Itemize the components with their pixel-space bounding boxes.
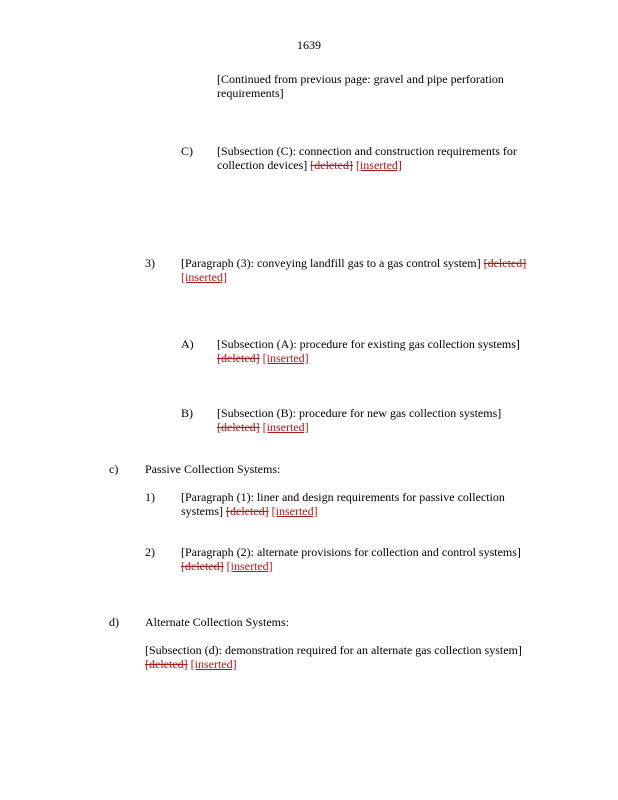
paragraph-d: [Subsection (d): demonstration required for an alternate gas collection system] [deleted] [inserted] bbox=[145, 643, 522, 671]
label-c: c) bbox=[109, 462, 119, 476]
paragraph-A: [Subsection (A): procedure for existing gas collection systems] [deleted] [inserted] bbox=[217, 337, 520, 365]
label-B: B) bbox=[181, 406, 193, 420]
label-c1: 1) bbox=[145, 490, 155, 504]
continued-paragraph: [Continued from previous page: gravel and pipe perforation requirements] bbox=[217, 72, 504, 100]
label-c2: 2) bbox=[145, 545, 155, 559]
label-C: C) bbox=[181, 144, 193, 158]
label-d: d) bbox=[109, 615, 119, 629]
label-3: 3) bbox=[145, 256, 155, 270]
paragraph-C: [Subsection (C): connection and construction requirements for collection devices] [deleted] [inserted] bbox=[217, 144, 517, 172]
paragraph-c1: [Paragraph (1): liner and design requirements for passive collection systems] [deleted] [inserted] bbox=[181, 490, 505, 518]
page-number: 1639 bbox=[297, 38, 321, 52]
paragraph-B: [Subsection (B): procedure for new gas collection systems] [deleted] [inserted] bbox=[217, 406, 502, 434]
heading-c: Passive Collection Systems: bbox=[145, 462, 281, 476]
paragraph-3: [Paragraph (3): conveying landfill gas to a gas control system] [deleted] [inserted] bbox=[181, 256, 527, 284]
label-A: A) bbox=[181, 337, 194, 351]
paragraph-c2: [Paragraph (2): alternate provisions for collection and control systems] [deleted] [inserted] bbox=[181, 545, 521, 573]
heading-d: Alternate Collection Systems: bbox=[145, 615, 289, 629]
